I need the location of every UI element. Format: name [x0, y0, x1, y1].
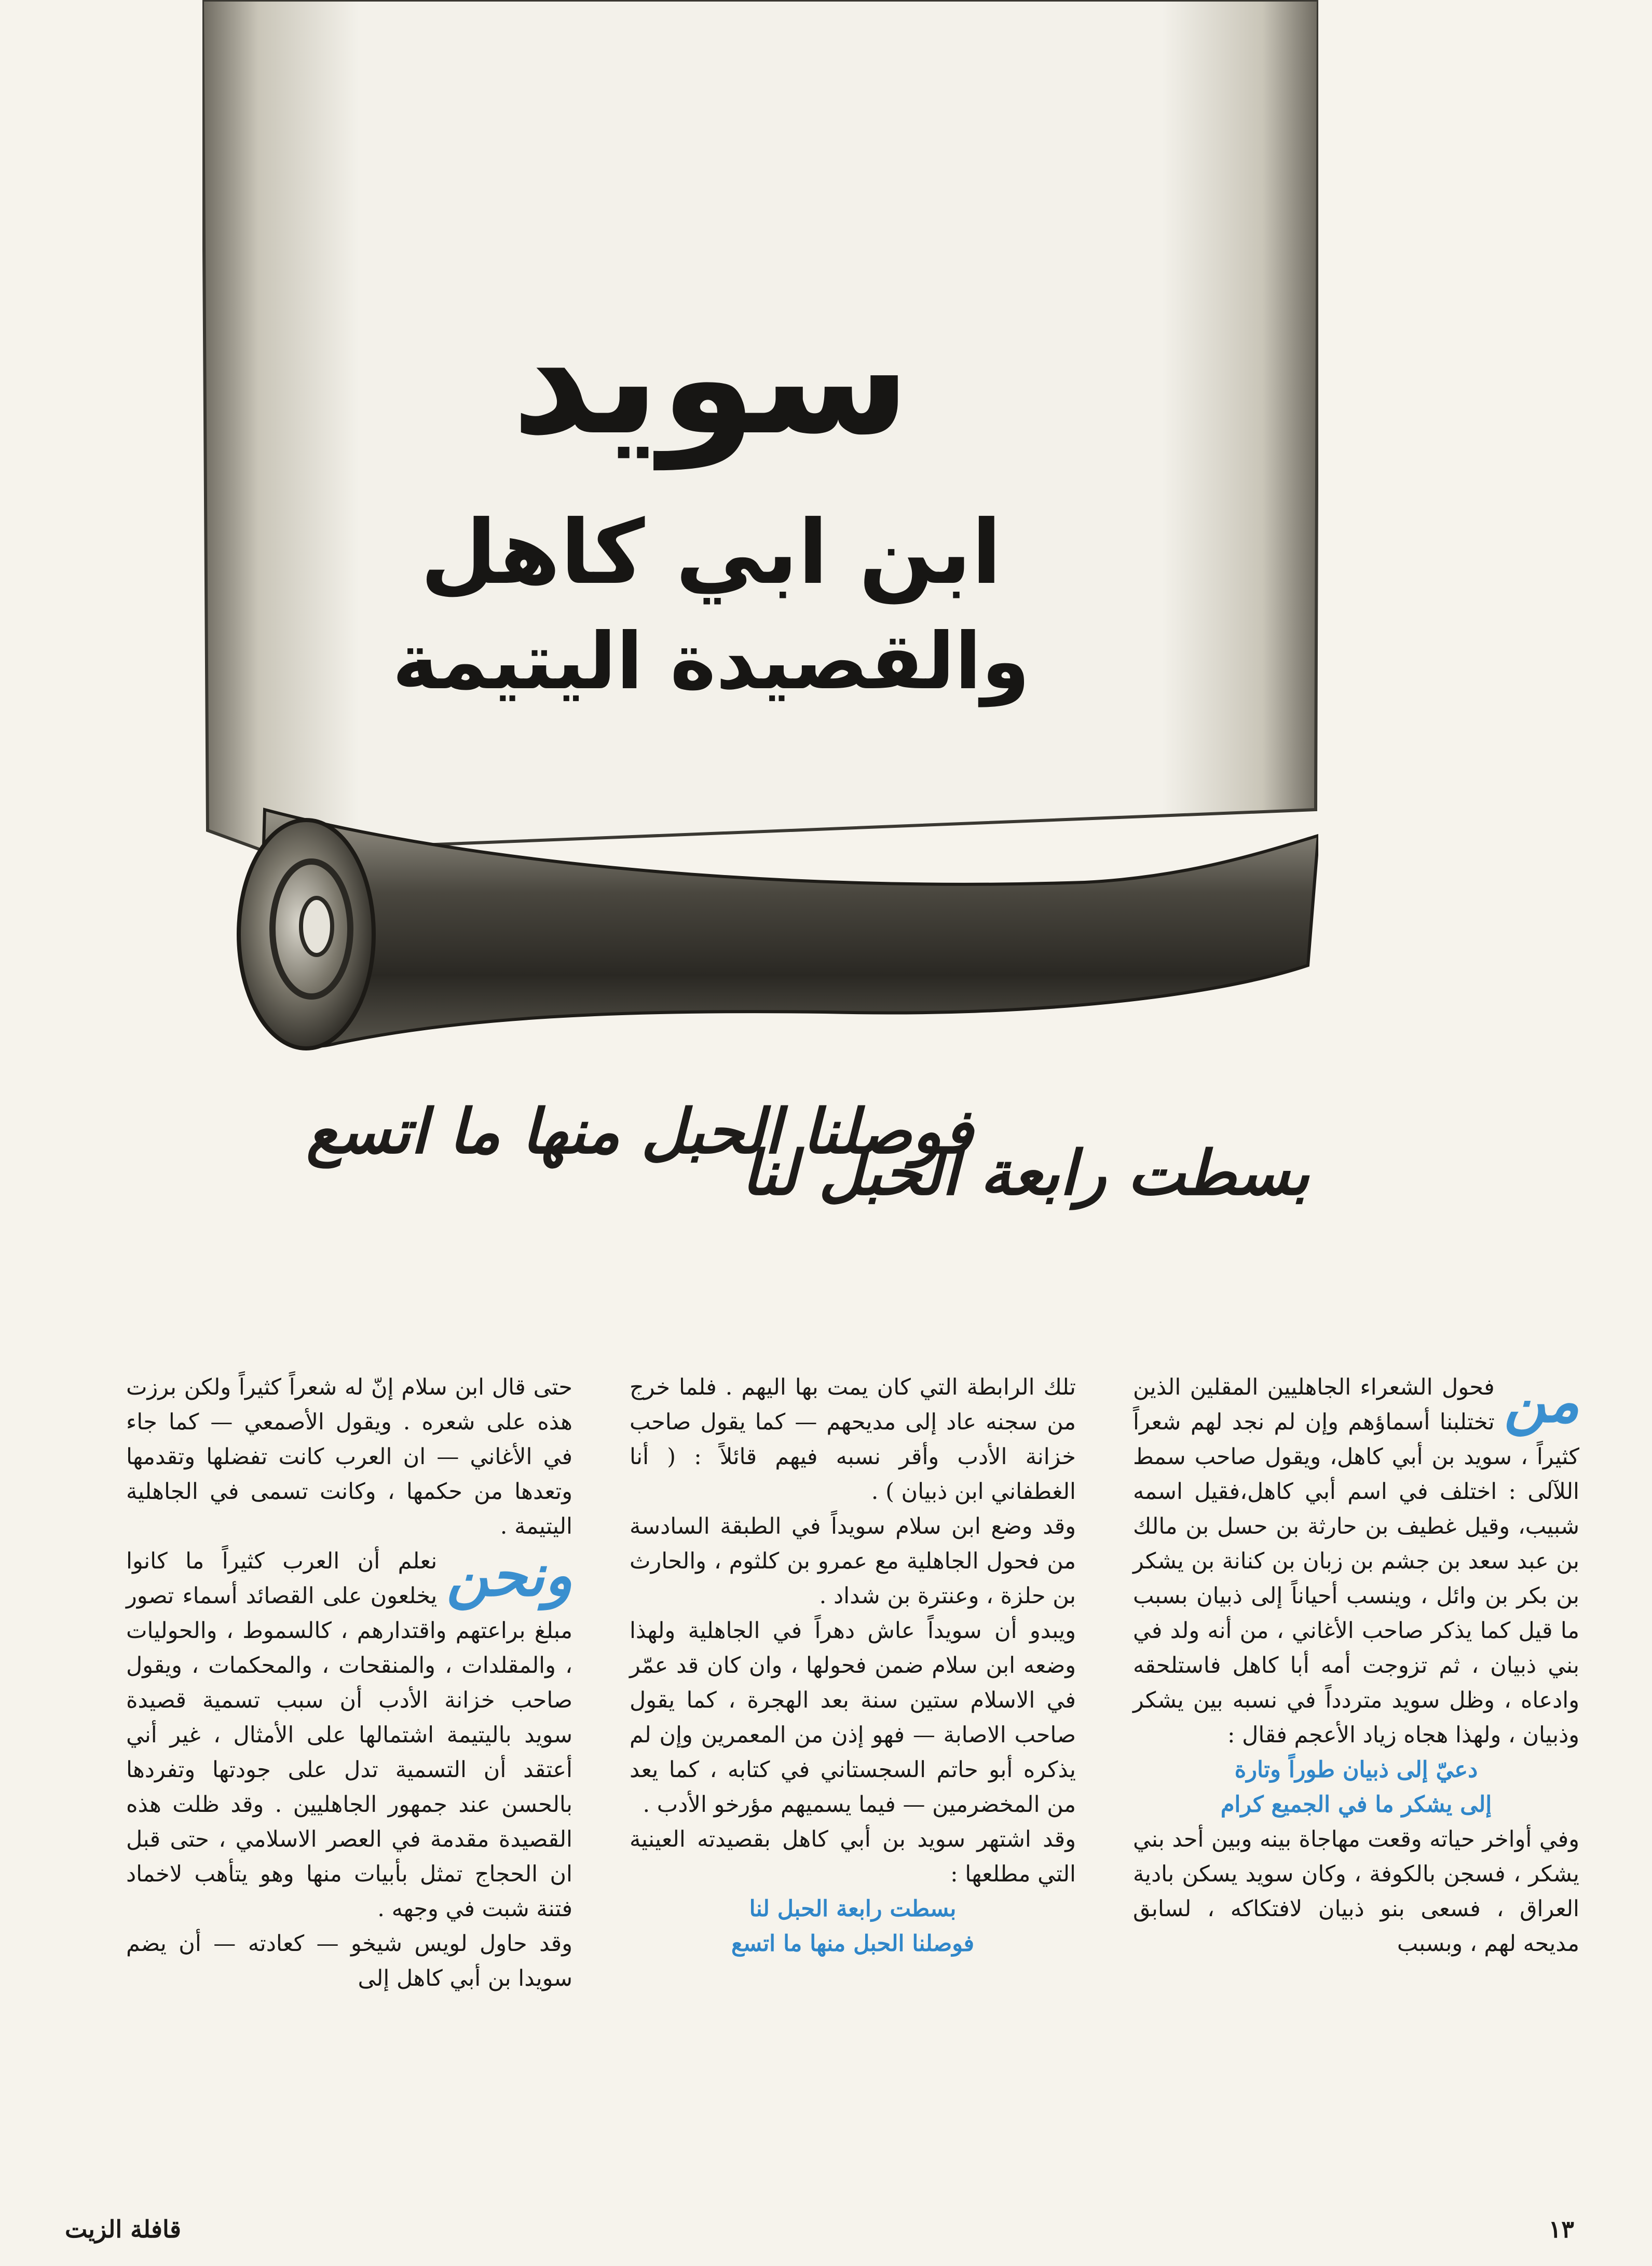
paragraph: وقد حاول لويس شيخو — كعادته — أن يضم سويدا بن أبي كاهل إلى — [126, 1931, 572, 1991]
paragraph: نعلم أن العرب كثيراً ما كانوا يخلعون على القصائد أسماء تصور مبلغ براعتهم واقتدارهم ، كالسموط ، والحوليات ، والمقلدات ، والمنقحات ، والمحكمات ، ويقول صاحب خزانة الأدب أن سبب تسمية قصيدة سويد باليتيمة اشتمالها على الأمثال ، غير أني أعتقد أن التسمية تدل على جودتها وتفردها بالحسن عند جمهور الجاهليين . وقد ظلت هذه القصيدة مقدمة في العصر الاسلامي ، حتى قبل ان الحجاج تمثل بأبيات منها وهو يتأهب لاخماد فتنة شبت في وجهه . — [126, 1548, 572, 1922]
page-number: ١٣ — [1548, 2215, 1574, 2243]
verse-line: دعيّ إلى ذبيان طوراً وتارة — [1234, 1757, 1478, 1783]
paragraph: وقد اشتهر سويد بن أبي كاهل بقصيدته العينية التي مطلعها : — [630, 1826, 1076, 1887]
dropcap-nahnu: ونحن — [446, 1541, 572, 1609]
paragraph: وفي أواخر حياته وقعت مهاجاة بينه وبين أحد بني يشكر ، فسجن بالكوفة ، وكان سويد يسكن بادية العراق ، فسعى بنو ذبيان لافتكاكه ، لسابق مديحه لهم ، وبسبب — [1133, 1826, 1579, 1957]
dropcap-min: من — [1504, 1368, 1579, 1436]
paragraph: حتى قال ابن سلام إنّ له شعراً كثيراً ولكن برزت هذه على شعره . ويقول الأصمعي — كما جاء في الأغاني — ان العرب كانت تفضلها وتقدمها وتعدها من حكمها ، وكانت تسمى في الجاهلية اليتيمة . — [126, 1374, 572, 1539]
article-subtitle-poem: والقصيدة اليتيمة — [392, 617, 1030, 707]
paragraph: ويبدو أن سويداً عاش دهراً في الجاهلية ولهذا وضعه ابن سلام ضمن فحولها ، وان كان قد عمّر في الاسلام ستين سنة بعد الهجرة ، كما يقول صاحب الاصابة — فهو إذن من المعمرين وإن لم يذكره أبو حاتم السجستاني في كتابه ، كما يعد من المخضرمين — فيما يسميهم مؤرخو الأدب . — [630, 1618, 1076, 1818]
paragraph: فحول الشعراء الجاهليين المقلين الذين تختلبنا أسماؤهم وإن لم نجد لهم شعراً كثيراً ، سويد بن أبي كاهل، ويقول صاحب سمط اللآلى : اختلف في اسم أبي كاهل،فقيل اسمه شبيب، وقيل غطيف بن حارثة بن حسل بن مالك بن عبد سعد بن جشم بن زبان بن كنانة بن يشكر بن بكر بن وائل ، وينسب أحياناً إلى ذبيان بسبب ما قيل كما يذكر صاحب الأغاني ، من أنه ولد في بني ذبيان ، ثم تزوجت أمه أبا كاهل فاستلحقه وادعاه ، وظل سويد متردداً في نسبه بين يشكر وذبيان ، ولهذا هجاه زياد الأعجم فقال : — [1133, 1374, 1579, 1748]
paragraph: تلك الرابطة التي كان يمت بها اليهم . فلما خرج من سجنه عاد إلى مديحهم — كما يقول صاحب خزانة الأدب وأقر نسبه فيهم قائلاً : ( أنا الغطفاني ابن ذبيان ) . — [630, 1374, 1076, 1505]
verse-line: بسطت رابعة الحبل لنا — [749, 1896, 957, 1922]
calligraphy-verse-first-hemistich: بسطت رابعة الحبل لنا — [741, 1137, 1309, 1209]
verse-line: فوصلنا الحبل منها ما اتسع — [731, 1931, 975, 1957]
calligraphy-verse-second-hemistich: فوصلنا الحبل منها ما اتسع — [306, 1095, 973, 1167]
article-title: سويد — [511, 288, 911, 469]
magazine-name: قافلة الزيت — [65, 2215, 182, 2243]
column-left — [126, 1370, 572, 1996]
article-subtitle-name: ابن ابي كاهل — [420, 501, 1002, 604]
column-middle — [630, 1370, 1076, 1961]
paragraph: وقد وضع ابن سلام سويداً في الطبقة السادسة من فحول الجاهلية مع عمرو بن كلثوم ، والحارث بن حلزة ، وعنترة بن شداد . — [630, 1513, 1076, 1609]
column-right — [1133, 1370, 1579, 1961]
verse-line: إلى يشكر ما في الجميع كرام — [1220, 1792, 1492, 1818]
